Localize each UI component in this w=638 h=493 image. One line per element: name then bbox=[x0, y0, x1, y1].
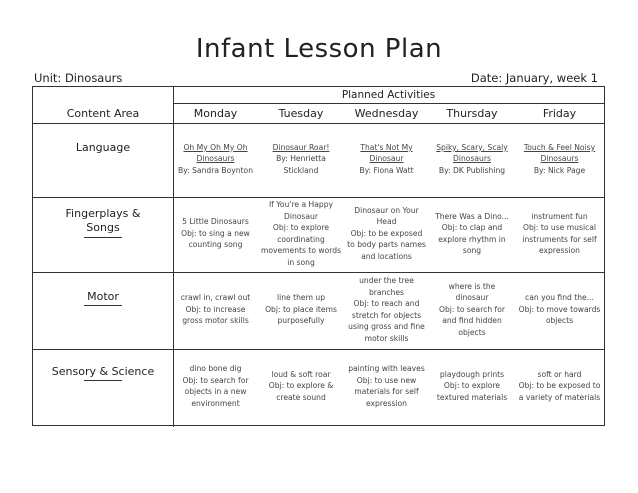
activity-detail: By: Fiona Watt bbox=[359, 165, 414, 175]
activity-cell bbox=[258, 201, 344, 266]
activity-detail: Obj: to move towards objects bbox=[518, 304, 601, 326]
activity-detail: Obj: to search for and find hidden objects bbox=[439, 304, 505, 337]
day-header-monday: Monday bbox=[193, 107, 238, 120]
activity-cell bbox=[515, 201, 604, 266]
activity-title: That's Not My Dinosaur bbox=[360, 142, 413, 164]
activity-detail: Obj: to increase gross motor skills bbox=[182, 304, 249, 326]
row-label bbox=[33, 207, 173, 238]
activity-cell bbox=[173, 127, 258, 191]
activity-detail: Obj: to explore textured materials bbox=[436, 381, 508, 402]
activity-cell bbox=[429, 127, 515, 191]
date-label: Date: January, week 1 bbox=[470, 71, 598, 85]
day-header-tuesday: Tuesday bbox=[278, 107, 324, 120]
activity-cell bbox=[515, 127, 604, 191]
activity-title: can you find the... bbox=[525, 293, 594, 303]
planned-divider bbox=[173, 103, 604, 104]
activity-title: crawl in, crawl out bbox=[180, 293, 251, 303]
activity-title: Dinosaur Roar! bbox=[272, 142, 330, 152]
activity-detail: By: Nick Page bbox=[533, 165, 586, 175]
activity-title: There Was a Dino... bbox=[435, 211, 509, 221]
activity-title: Touch & Feel Noisy Dinosaurs bbox=[523, 142, 596, 164]
activity-cell bbox=[344, 201, 429, 266]
lesson-plan-table bbox=[32, 86, 605, 426]
row-label-text: Fingerplays & Songs bbox=[65, 207, 141, 234]
day-header-thursday: Thursday bbox=[446, 107, 498, 120]
activity-title: instrument fun bbox=[531, 211, 588, 221]
row-divider bbox=[33, 197, 604, 198]
activity-title: Oh My Oh My Oh Dinosaurs bbox=[183, 142, 248, 164]
activity-title: soft or hard bbox=[537, 369, 582, 379]
day-header-friday: Friday bbox=[542, 107, 577, 120]
row-label-text: Sensory & Science bbox=[51, 365, 155, 378]
activity-detail: Obj: to be exposed to a variety of materials bbox=[518, 381, 601, 402]
activity-cell bbox=[173, 353, 258, 419]
activity-cell bbox=[515, 353, 604, 419]
row-label-text: Motor bbox=[87, 290, 119, 303]
row-label bbox=[33, 141, 173, 154]
activity-cell bbox=[173, 276, 258, 343]
content-area-header: Content Area bbox=[66, 107, 140, 120]
row-label-text: Language bbox=[75, 141, 131, 154]
activity-detail: Obj: to be exposed to body parts names and locations bbox=[347, 228, 426, 261]
unit-label: Unit: Dinosaurs bbox=[34, 71, 123, 85]
activity-detail: Obj: to use new materials for self expression bbox=[354, 375, 419, 408]
row-label-underline bbox=[84, 380, 122, 381]
activity-detail: Obj: to explore & create sound bbox=[268, 381, 334, 402]
activity-cell bbox=[258, 276, 344, 343]
activity-title: If You're a Happy Dinosaur bbox=[268, 200, 334, 221]
row-divider bbox=[33, 349, 604, 350]
activity-title: loud & soft roar bbox=[271, 369, 331, 379]
activity-cell bbox=[258, 127, 344, 191]
day-header-wednesday: Wednesday bbox=[354, 107, 419, 120]
activity-title: Dinosaur on Your Head bbox=[354, 205, 419, 227]
activity-cell bbox=[515, 276, 604, 343]
page-title: Infant Lesson Plan bbox=[195, 34, 443, 64]
activity-cell bbox=[429, 201, 515, 266]
activity-detail: Obj: to search for objects in a new environment bbox=[182, 375, 249, 408]
activity-title: dino bone dig bbox=[189, 364, 242, 373]
activity-cell bbox=[344, 127, 429, 191]
activity-cell bbox=[258, 353, 344, 419]
header-divider bbox=[33, 123, 604, 124]
activity-detail: Obj: to clap and explore rhythm in song bbox=[438, 223, 506, 255]
activity-cell bbox=[429, 276, 515, 343]
activity-detail: By: DK Publishing bbox=[438, 165, 506, 175]
activity-detail: Obj: to use musical instruments for self expression bbox=[522, 223, 597, 255]
activity-detail: Obj: to explore coordinating movements to words in song bbox=[260, 223, 342, 267]
activity-detail: By: Henrietta Stickland bbox=[276, 154, 326, 175]
row-label bbox=[33, 290, 173, 306]
activity-detail: Obj: to sing a new counting song bbox=[181, 228, 250, 250]
activity-title: line them up bbox=[276, 293, 326, 303]
activity-title: where is the dinosaur bbox=[448, 281, 496, 303]
activity-detail: Obj: to place items purposefully bbox=[265, 304, 337, 326]
row-divider bbox=[33, 272, 604, 273]
row-label-underline bbox=[84, 305, 122, 306]
activity-title: 5 Little Dinosaurs bbox=[182, 217, 249, 227]
activity-cell bbox=[344, 276, 429, 343]
activity-cell bbox=[429, 353, 515, 419]
planned-activities-heading: Planned Activities bbox=[341, 89, 436, 101]
activity-cell bbox=[173, 201, 258, 266]
activity-title: under the tree branches bbox=[359, 276, 414, 297]
row-label-underline bbox=[84, 237, 122, 238]
row-label bbox=[33, 365, 173, 381]
activity-title: Spiky, Scary, Scaly Dinosaurs bbox=[436, 142, 508, 164]
activity-detail: Obj: to reach and stretch for objects using gross and fine motor skills bbox=[348, 299, 425, 343]
activity-title: painting with leaves bbox=[348, 364, 425, 373]
activity-title: playdough prints bbox=[439, 369, 505, 379]
activity-detail: By: Sandra Boynton bbox=[177, 165, 254, 175]
activity-cell bbox=[344, 353, 429, 419]
